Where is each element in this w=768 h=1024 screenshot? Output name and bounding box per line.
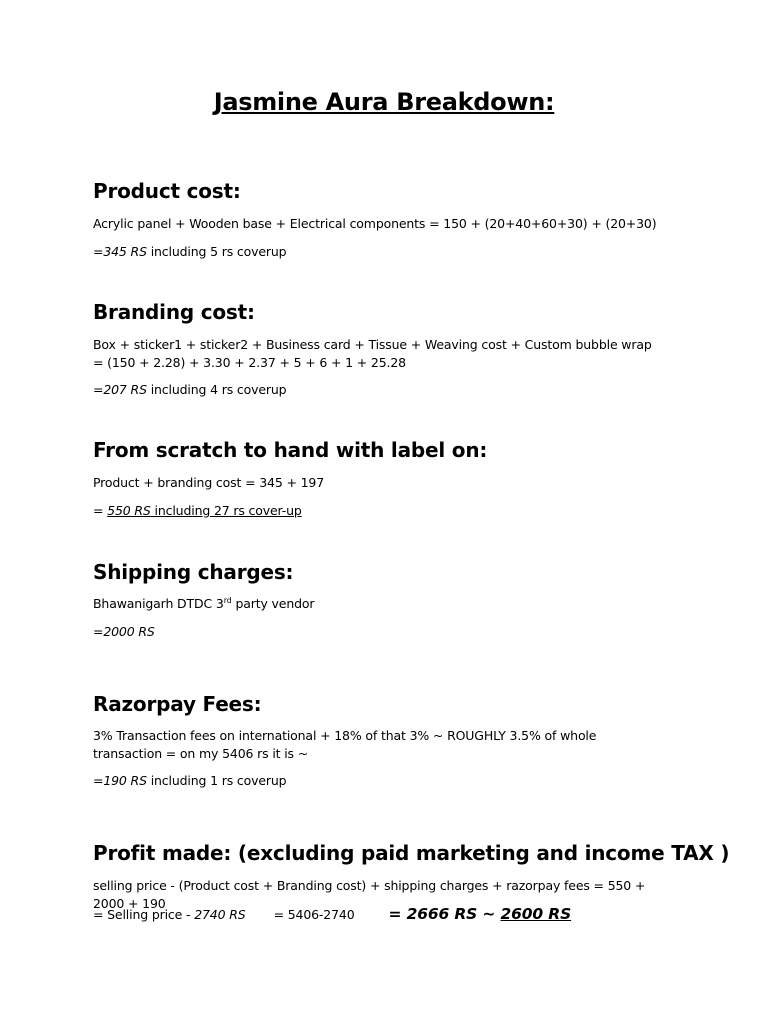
result-value: 345 RS xyxy=(103,244,147,259)
result-prefix: = xyxy=(93,773,104,788)
result-suffix: including 4 rs coverup xyxy=(146,382,287,397)
branding-cost-heading: Branding cost: xyxy=(93,300,255,324)
profit-final: = 2666 RS ~ xyxy=(388,905,501,923)
branding-cost-result xyxy=(93,381,663,399)
result-value: 207 RS xyxy=(103,382,147,397)
scratch-formula: Product + branding cost = 345 + 197 xyxy=(93,475,325,490)
vendor-superscript: rd xyxy=(223,595,232,605)
result-prefix: = xyxy=(93,503,108,518)
scratch-result xyxy=(93,502,663,520)
shipping-heading: Shipping charges: xyxy=(93,560,294,584)
result-value: 190 RS xyxy=(103,773,147,788)
result-suffix: including 5 rs coverup xyxy=(146,244,287,259)
razorpay-result xyxy=(93,772,663,790)
vendor-text-end: party vendor xyxy=(231,596,315,611)
branding-cost-formula: Box + sticker1 + sticker2 + Business card + Tissue + Weaving cost + Custom bubble wrap = (150 + 2.28) + 3.30 + 2.37 + 5 + 6 + 1 + 25.28 xyxy=(93,337,652,370)
result-prefix: = xyxy=(93,244,104,259)
scratch-heading: From scratch to hand with label on: xyxy=(93,438,488,462)
profit-final-rounded: 2600 RS xyxy=(500,905,572,923)
razorpay-heading: Razorpay Fees: xyxy=(93,692,262,716)
shipping-vendor xyxy=(93,595,663,613)
result-value: 550 RS xyxy=(107,503,151,518)
product-cost-result xyxy=(93,243,663,261)
vendor-text: Bhawanigarh DTDC 3 xyxy=(93,596,224,611)
result-prefix: = xyxy=(93,382,104,397)
product-cost-heading: Product cost: xyxy=(93,179,241,203)
product-cost-formula: Acrylic panel + Wooden base + Electrical components = 150 + (20+40+60+30) + (20+30) xyxy=(93,216,657,231)
profit-line-a: = Selling price - xyxy=(93,907,195,922)
profit-result-line xyxy=(93,905,693,924)
profit-line-b: = 5406-2740 xyxy=(273,907,355,922)
profit-line-a-value: 2740 RS xyxy=(194,907,246,922)
razorpay-formula: 3% Transaction fees on international + 18% of that 3% ~ ROUGHLY 3.5% of whole transaction = on my 5406 rs it is ~ xyxy=(93,728,597,761)
document-title: Jasmine Aura Breakdown: xyxy=(213,88,555,116)
result-suffix: including 27 rs cover-up xyxy=(150,503,302,518)
profit-heading: Profit made: (excluding paid marketing and income TAX ) xyxy=(93,841,730,865)
shipping-result: =2000 RS xyxy=(93,624,155,639)
profit-formula: selling price - (Product cost + Branding cost) + shipping charges + razorpay fees = 550 + 2000 + 190 xyxy=(93,878,646,911)
result-suffix: including 1 rs coverup xyxy=(146,773,287,788)
